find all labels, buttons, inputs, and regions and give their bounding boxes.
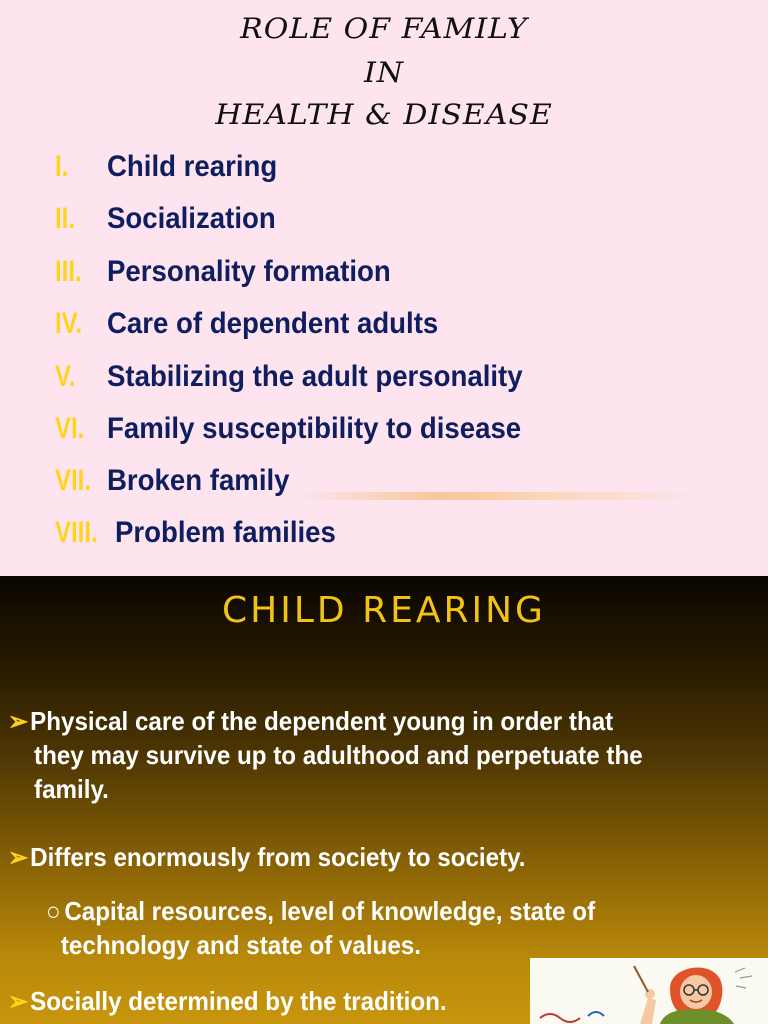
bullet-text-line: Capital resources, level of knowledge, state of	[64, 896, 596, 926]
arrow-bullet-icon: ➢	[8, 986, 29, 1016]
list-item-text: Socialization	[107, 202, 276, 235]
list-numeral: VIII.	[55, 516, 98, 549]
arrow-bullet-icon: ➢	[8, 706, 29, 736]
list-numeral: IV.	[55, 307, 83, 340]
list-item-text: Stabilizing the adult personality	[107, 360, 523, 393]
slide-title-line-2: IN	[363, 57, 405, 90]
list-item-broken-family	[55, 464, 305, 504]
bullet-text-line: technology and state of values.	[60, 930, 421, 960]
list-numeral: I.	[55, 150, 69, 183]
list-item-text: Care of dependent adults	[107, 307, 439, 340]
bullet-text-line: Physical care of the dependent young in order that	[30, 706, 614, 736]
list-numeral: VI.	[55, 412, 85, 445]
arrow-bullet-icon: ➢	[8, 842, 29, 872]
list-item-family-susceptibility	[55, 412, 557, 452]
list-item-text: Family susceptibility to disease	[107, 412, 522, 445]
list-item-text: Personality formation	[107, 255, 391, 288]
list-numeral: III.	[55, 255, 82, 288]
bullet-text-line: family.	[34, 774, 109, 804]
teacher-illustration-icon	[530, 958, 768, 1024]
bullet-differs-enormously	[8, 840, 768, 874]
list-item-text: Broken family	[107, 464, 290, 497]
sub-bullet-capital-resources	[46, 894, 768, 962]
list-item-child-rearing	[55, 150, 292, 190]
slide-title: CHILD REARING	[222, 590, 546, 631]
list-item-personality-formation	[55, 255, 415, 295]
list-numeral: V.	[55, 360, 76, 393]
list-item-text: Problem families	[115, 516, 336, 549]
list-item-text: Child rearing	[107, 150, 278, 183]
list-item-socialization	[55, 202, 290, 242]
bullet-text-line: they may survive up to adulthood and perpetuate the	[34, 740, 643, 770]
list-item-care-of-dependent-adults	[55, 307, 467, 347]
list-numeral: VII.	[55, 464, 92, 497]
slide-title-line-1: ROLE OF FAMILY	[240, 13, 528, 46]
teacher-clipart-image	[530, 958, 768, 1024]
list-numeral: II.	[55, 202, 76, 235]
slide-title-line-3: HEALTH & DISEASE	[215, 99, 553, 132]
list-item-stabilizing-adult-personality	[55, 360, 559, 400]
list-item-problem-families	[55, 516, 355, 556]
decorative-divider	[300, 492, 700, 500]
bullet-text-line: Socially determined by the tradition.	[30, 986, 447, 1016]
slide-child-rearing	[0, 576, 768, 1024]
bullet-physical-care	[8, 704, 768, 806]
bullet-text-line: Differs enormously from society to society.	[30, 842, 526, 872]
circle-bullet-icon: ○	[46, 896, 61, 926]
